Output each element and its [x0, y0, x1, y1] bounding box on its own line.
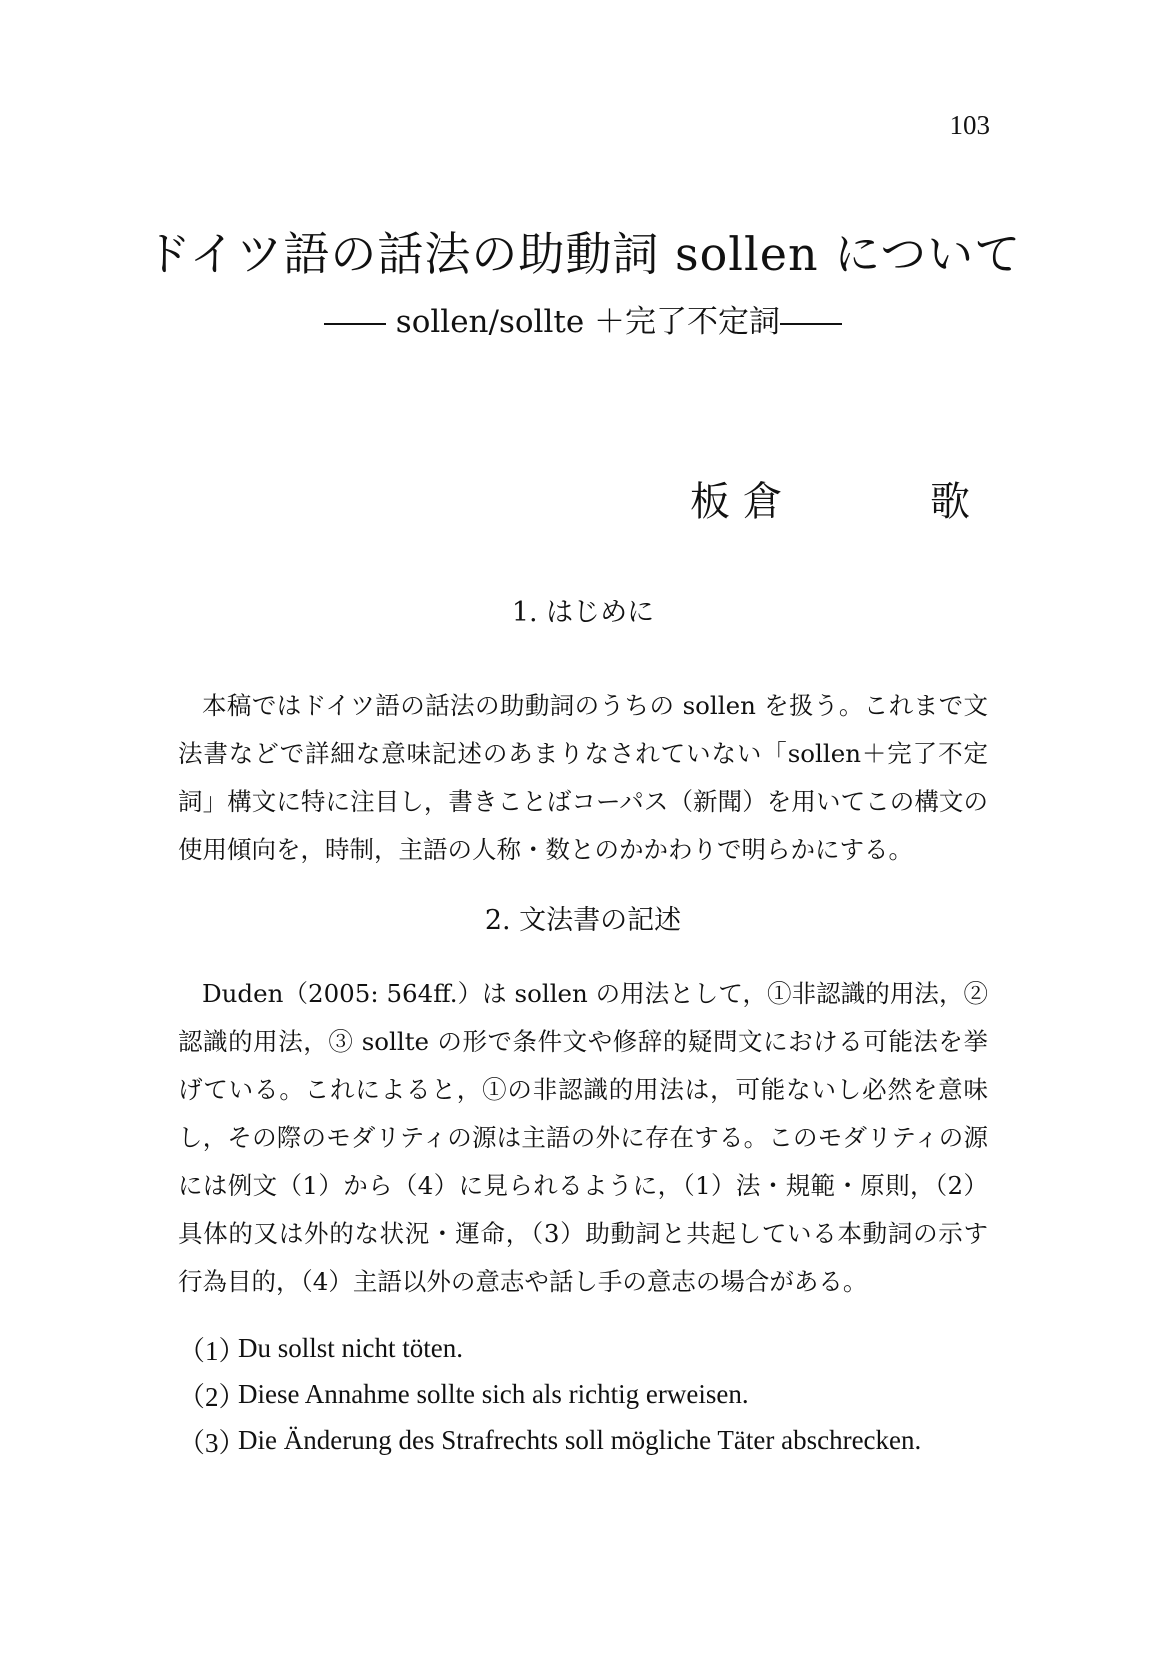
example-sentence: Diese Annahme sollte sich als richtig erweisen. [238, 1378, 749, 1409]
author-given-name: 歌 [930, 479, 970, 525]
example-sentence: Die Änderung des Strafrechts soll mögliche Täter abschrecken. [238, 1424, 922, 1455]
example-item [178, 1371, 1028, 1417]
example-item [178, 1325, 1028, 1371]
section-heading-introduction: 1. はじめに [511, 597, 655, 628]
page-number: 103 [949, 110, 990, 140]
paper-subtitle: ―― sollen/sollte ＋完了不定詞―― [323, 304, 843, 340]
example-list [178, 1325, 1028, 1463]
example-number: （3） [178, 1427, 246, 1458]
author-name [690, 470, 970, 527]
section-paragraph-grammar: Duden（2005: 564ff.）は sollen の用法として，①非認識的用法，②認識的用法，③ sollte の形で条件文や修辞的疑問文における可能法を挙げている。これによると，①の非認識的用法は，可能ないし必然を意味し，その際のモダリティの源は主語の外に存在する。このモダリティの源には例文（1）から（4）に見られるように，（1）法・規範・原則，（2）具体的又は外的な状況・運命，（3）助動詞と共起している本動詞の示す行為目的，（4）主語以外の意志や話し手の意志の場合がある。 [178, 979, 988, 1296]
section-heading-grammar: 2. 文法書の記述 [484, 905, 682, 936]
example-item [178, 1417, 1028, 1463]
paper-title: ドイツ語の話法の助動詞 sollen について [144, 227, 1022, 281]
example-sentence: Du sollst nicht töten. [238, 1332, 463, 1363]
author-family-name: 板 倉 [690, 479, 783, 525]
example-number: （1） [178, 1335, 246, 1366]
example-number: （2） [178, 1381, 246, 1412]
section-paragraph-introduction: 本稿ではドイツ語の話法の助動詞のうちの sollen を扱う。これまで文法書などで詳細な意味記述のあまりなされていない「sollen＋完了不定詞」構文に特に注目し，書きことばコーパス（新聞）を用いてこの構文の使用傾向を，時制，主語の人称・数とのかかわりで明らかにする。 [178, 691, 988, 864]
